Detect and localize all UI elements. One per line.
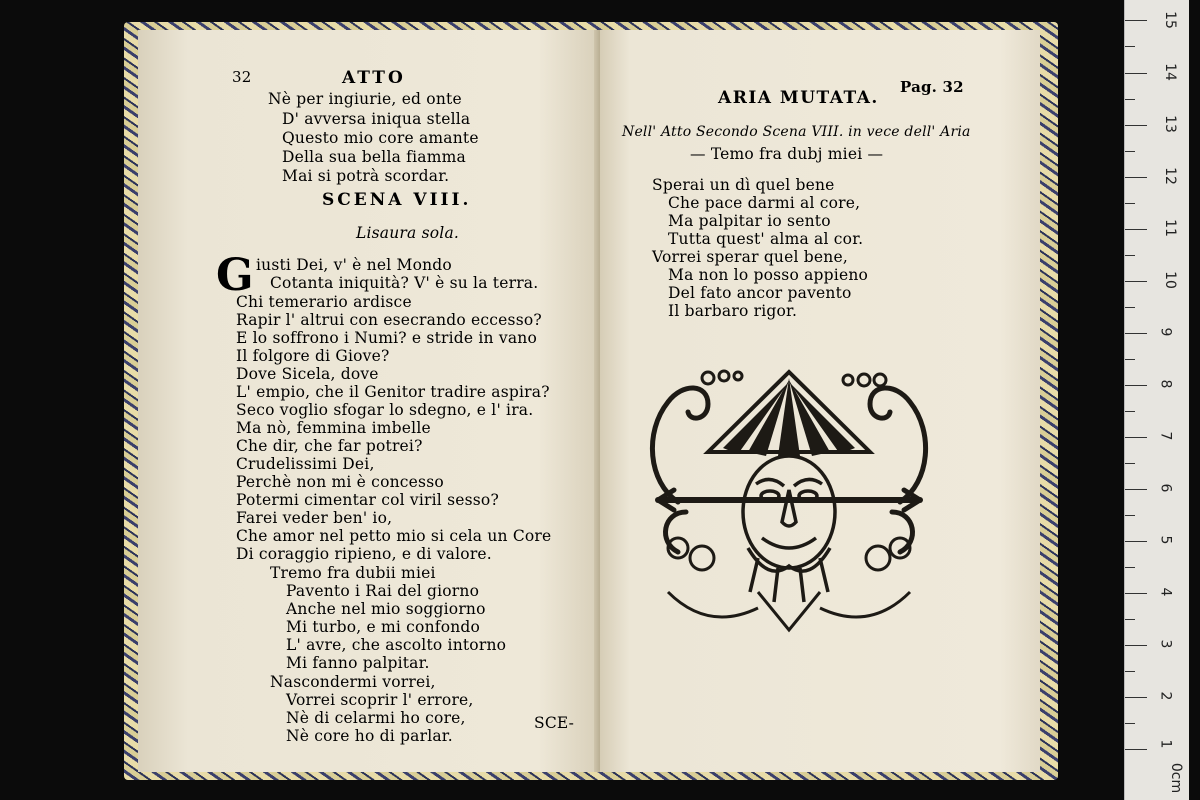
original-aria-incipit: — Temo fra dubj miei — <box>690 145 884 163</box>
aria-mutata-line: Ma non lo posso appieno <box>668 266 869 284</box>
ruler-label: 0cm <box>1168 762 1185 794</box>
recitative-line: Potermi cimentar col viril sesso? <box>236 491 499 509</box>
recitative-line: Che dir, che far potrei? <box>236 437 423 455</box>
drop-cap: G <box>216 250 254 301</box>
aria-mutata-line: Sperai un dì quel bene <box>652 176 835 194</box>
aria-line: Mi turbo, e mi confondo <box>286 618 481 636</box>
aria-line: Vorrei scoprir l' errore, <box>286 691 474 709</box>
verse-line: Della sua bella fiamma <box>282 148 466 166</box>
stanza-incipit: Nascondermi vorrei, <box>270 673 436 691</box>
ruler-label: 5 <box>1157 535 1174 545</box>
aria-mutata-line: Che pace darmi al core, <box>668 194 861 212</box>
aria-mutata-title: ARIA MUTATA. <box>718 88 879 108</box>
ruler-label: 14 <box>1161 63 1178 81</box>
ruler-label: 6 <box>1157 483 1174 493</box>
speaker-direction: Lisaura sola. <box>356 224 460 242</box>
aria-mutata-line: Ma palpitar io sento <box>668 212 831 230</box>
aria-line: L' avre, che ascolto intorno <box>286 636 507 654</box>
recitative-line: Ma nò, femmina imbelle <box>236 419 431 437</box>
recitative-line: Che amor nel petto mio si cela un Core <box>236 527 552 545</box>
ruler-label: 3 <box>1157 639 1174 649</box>
verse-line: D' avversa iniqua stella <box>282 110 471 128</box>
scene-title: SCENA VIII. <box>322 190 472 210</box>
aria-line: Pavento i Rai del giorno <box>286 582 480 600</box>
aria-line: Anche nel mio soggiorno <box>286 600 486 618</box>
recitative-line: Perchè non mi è concesso <box>236 473 444 491</box>
ruler-label: 1 <box>1157 739 1174 749</box>
substitution-note: Nell' Atto Secondo Scena VIII. in vece dell' Aria <box>622 124 971 140</box>
verse-line: Questo mio core amante <box>282 129 479 147</box>
ruler-label: 11 <box>1161 219 1178 237</box>
ruler-label: 15 <box>1161 11 1178 29</box>
recitative-line: Dove Sicela, dove <box>236 365 379 383</box>
recitative-line: L' empio, che il Genitor tradire aspira? <box>236 383 550 401</box>
aria-incipit: Tremo fra dubii miei <box>270 564 436 582</box>
recitative-line: E lo soffrono i Numi? e stride in vano <box>236 329 537 347</box>
ruler-label: 13 <box>1161 115 1178 133</box>
aria-mutata-line: Del fato ancor pavento <box>668 284 852 302</box>
ruler-label: 9 <box>1157 327 1174 337</box>
verse-line: Mai si potrà scordar. <box>282 167 450 185</box>
recitative-line: Il folgore di Giove? <box>236 347 390 365</box>
verse-line: Nè per ingiurie, ed onte <box>268 90 462 108</box>
ruler-label: 12 <box>1161 167 1178 185</box>
recitative-line: Chi temerario ardisce <box>236 293 412 311</box>
recitative-line: Farei veder ben' io, <box>236 509 393 527</box>
recitative-line: Cotanta iniquità? V' è su la terra. <box>270 274 539 292</box>
aria-line: Mi fanno palpitar. <box>286 654 430 672</box>
aria-line: Nè core ho di parlar. <box>286 727 453 745</box>
recitative-line: Di coraggio ripieno, e di valore. <box>236 545 492 563</box>
left-page-number: 32 <box>232 68 252 86</box>
woodcut-mask-icon <box>638 362 940 634</box>
running-head: ATTO <box>342 68 406 88</box>
ruler-label: 10 <box>1161 271 1178 289</box>
catchword: SCE- <box>534 714 575 732</box>
ruler-label: 4 <box>1157 587 1174 597</box>
aria-line: Nè di celarmi ho core, <box>286 709 466 727</box>
aria-mutata-line: Tutta quest' alma al cor. <box>668 230 864 248</box>
aria-mutata-line: Il barbaro rigor. <box>668 302 798 320</box>
ruler-label: 2 <box>1157 691 1174 701</box>
recitative-line: Crudelissimi Dei, <box>236 455 375 473</box>
aria-mutata-line: Vorrei sperar quel bene, <box>652 248 848 266</box>
recitative-line: iusti Dei, v' è nel Mondo <box>256 256 452 274</box>
recitative-line: Seco voglio sfogar lo sdegno, e l' ira. <box>236 401 534 419</box>
recitative-line: Rapir l' altrui con esecrando eccesso? <box>236 311 542 329</box>
measurement-ruler <box>1124 0 1189 800</box>
ruler-label: 8 <box>1157 379 1174 389</box>
ruler-label: 7 <box>1157 431 1174 441</box>
right-page-label: Pag. 32 <box>900 78 964 96</box>
